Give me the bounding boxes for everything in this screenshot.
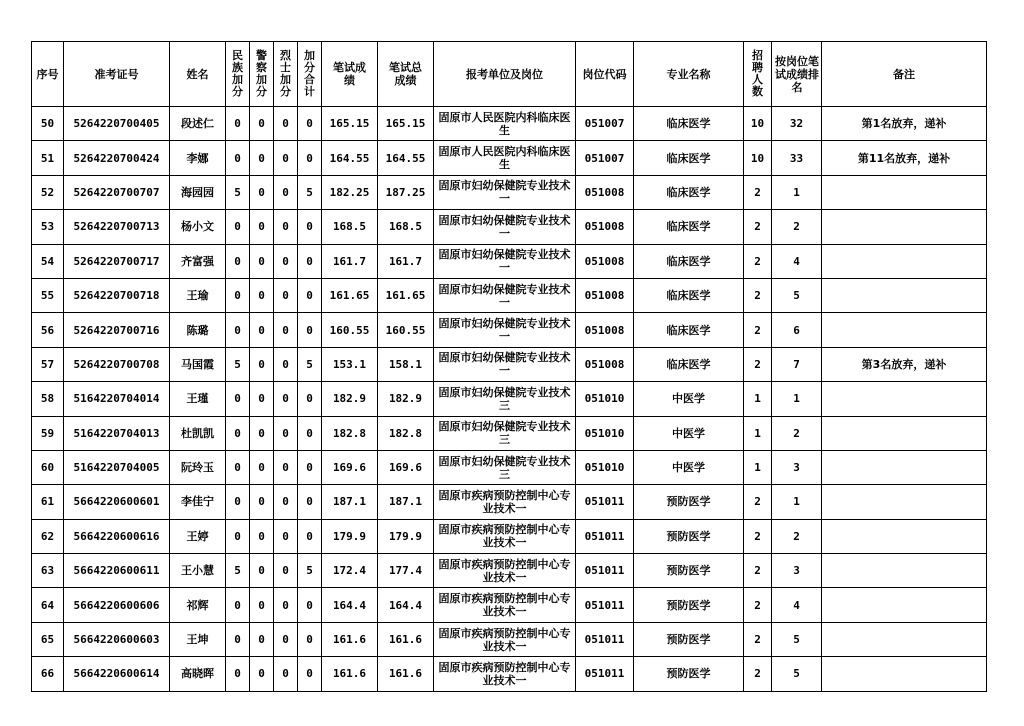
table-row xyxy=(32,175,987,209)
cell-position-code: 051008 xyxy=(576,175,634,209)
cell-remark xyxy=(822,622,987,656)
cell-bonus-total: 0 xyxy=(298,450,322,484)
cell-name: 李佳宁 xyxy=(170,485,226,519)
cell-major: 中医学 xyxy=(634,382,744,416)
cell-rank: 5 xyxy=(772,657,822,691)
table-row xyxy=(32,141,987,175)
cell-ethnic-bonus: 0 xyxy=(226,657,250,691)
cell-seq: 50 xyxy=(32,107,64,141)
header-quota-label: 招聘人数 xyxy=(752,49,763,98)
cell-quota: 2 xyxy=(744,210,772,244)
cell-bonus-total: 0 xyxy=(298,313,322,347)
cell-written-total: 160.55 xyxy=(378,313,434,347)
cell-quota: 2 xyxy=(744,657,772,691)
table-row xyxy=(32,210,987,244)
cell-rank: 32 xyxy=(772,107,822,141)
cell-major: 临床医学 xyxy=(634,347,744,381)
cell-written-total: 161.65 xyxy=(378,278,434,312)
header-rank xyxy=(772,42,822,107)
cell-name: 阮玲玉 xyxy=(170,450,226,484)
cell-unit-position: 固原市人民医院内科临床医生 xyxy=(434,107,576,141)
cell-name: 海园园 xyxy=(170,175,226,209)
cell-written-score: 161.7 xyxy=(322,244,378,278)
cell-remark xyxy=(822,450,987,484)
cell-unit-position: 固原市妇幼保健院专业技术三 xyxy=(434,416,576,450)
cell-martyr-bonus: 0 xyxy=(274,416,298,450)
cell-bonus-total: 5 xyxy=(298,175,322,209)
header-bonus-total-label: 加分合计 xyxy=(304,49,315,98)
cell-remark: 第3名放弃，递补 xyxy=(822,347,987,381)
cell-seq: 52 xyxy=(32,175,64,209)
cell-exam-id: 5264220700405 xyxy=(64,107,170,141)
cell-exam-id: 5664220600601 xyxy=(64,485,170,519)
table-row xyxy=(32,278,987,312)
header-martyr-bonus-label: 烈士加分 xyxy=(280,49,291,98)
cell-bonus-total: 0 xyxy=(298,485,322,519)
cell-ethnic-bonus: 0 xyxy=(226,244,250,278)
table-row xyxy=(32,588,987,622)
cell-written-total: 187.25 xyxy=(378,175,434,209)
cell-ethnic-bonus: 5 xyxy=(226,175,250,209)
cell-martyr-bonus: 0 xyxy=(274,485,298,519)
cell-remark xyxy=(822,244,987,278)
cell-remark xyxy=(822,175,987,209)
cell-written-total: 161.7 xyxy=(378,244,434,278)
cell-unit-position: 固原市妇幼保健院专业技术一 xyxy=(434,244,576,278)
cell-remark xyxy=(822,657,987,691)
cell-quota: 2 xyxy=(744,347,772,381)
cell-bonus-total: 0 xyxy=(298,622,322,656)
cell-bonus-total: 5 xyxy=(298,347,322,381)
cell-seq: 66 xyxy=(32,657,64,691)
cell-position-code: 051010 xyxy=(576,416,634,450)
cell-unit-position: 固原市疾病预防控制中心专业技术一 xyxy=(434,657,576,691)
cell-ethnic-bonus: 0 xyxy=(226,450,250,484)
cell-written-total: 179.9 xyxy=(378,519,434,553)
table-row xyxy=(32,554,987,588)
cell-police-bonus: 0 xyxy=(250,244,274,278)
cell-written-score: 182.8 xyxy=(322,416,378,450)
header-ethnic-bonus-label: 民族加分 xyxy=(232,49,243,98)
cell-position-code: 051010 xyxy=(576,450,634,484)
cell-written-score: 187.1 xyxy=(322,485,378,519)
cell-remark xyxy=(822,382,987,416)
cell-position-code: 051008 xyxy=(576,210,634,244)
cell-martyr-bonus: 0 xyxy=(274,107,298,141)
cell-name: 齐富强 xyxy=(170,244,226,278)
cell-position-code: 051008 xyxy=(576,278,634,312)
cell-written-total: 168.5 xyxy=(378,210,434,244)
cell-quota: 2 xyxy=(744,554,772,588)
cell-written-score: 172.4 xyxy=(322,554,378,588)
cell-bonus-total: 0 xyxy=(298,244,322,278)
cell-martyr-bonus: 0 xyxy=(274,450,298,484)
cell-rank: 2 xyxy=(772,416,822,450)
cell-martyr-bonus: 0 xyxy=(274,382,298,416)
cell-written-score: 165.15 xyxy=(322,107,378,141)
cell-exam-id: 5164220704014 xyxy=(64,382,170,416)
cell-written-score: 164.55 xyxy=(322,141,378,175)
cell-martyr-bonus: 0 xyxy=(274,554,298,588)
header-written-score-label: 笔试成绩 xyxy=(333,61,366,87)
cell-written-total: 164.4 xyxy=(378,588,434,622)
cell-written-total: 164.55 xyxy=(378,141,434,175)
cell-police-bonus: 0 xyxy=(250,416,274,450)
cell-written-score: 161.65 xyxy=(322,278,378,312)
cell-quota: 2 xyxy=(744,175,772,209)
cell-unit-position: 固原市妇幼保健院专业技术一 xyxy=(434,278,576,312)
cell-ethnic-bonus: 0 xyxy=(226,622,250,656)
table-row xyxy=(32,657,987,691)
cell-exam-id: 5664220600603 xyxy=(64,622,170,656)
cell-name: 王瑾 xyxy=(170,382,226,416)
cell-exam-id: 5264220700708 xyxy=(64,347,170,381)
cell-martyr-bonus: 0 xyxy=(274,141,298,175)
cell-name: 段述仁 xyxy=(170,107,226,141)
cell-martyr-bonus: 0 xyxy=(274,622,298,656)
cell-exam-id: 5264220700713 xyxy=(64,210,170,244)
cell-seq: 61 xyxy=(32,485,64,519)
cell-bonus-total: 0 xyxy=(298,519,322,553)
cell-written-score: 164.4 xyxy=(322,588,378,622)
cell-police-bonus: 0 xyxy=(250,107,274,141)
cell-written-score: 160.55 xyxy=(322,313,378,347)
cell-position-code: 051008 xyxy=(576,347,634,381)
header-rank-label: 按岗位笔试成绩排名 xyxy=(775,54,819,94)
cell-police-bonus: 0 xyxy=(250,278,274,312)
cell-quota: 1 xyxy=(744,450,772,484)
cell-position-code: 051011 xyxy=(576,622,634,656)
header-martyr-bonus xyxy=(274,42,298,107)
cell-ethnic-bonus: 0 xyxy=(226,588,250,622)
cell-quota: 1 xyxy=(744,416,772,450)
cell-martyr-bonus: 0 xyxy=(274,519,298,553)
cell-police-bonus: 0 xyxy=(250,588,274,622)
cell-major: 临床医学 xyxy=(634,175,744,209)
cell-remark: 第1名放弃，递补 xyxy=(822,107,987,141)
header-written-total-label: 笔试总成绩 xyxy=(389,61,422,87)
cell-rank: 1 xyxy=(772,175,822,209)
cell-remark: 第11名放弃，递补 xyxy=(822,141,987,175)
cell-name: 王坤 xyxy=(170,622,226,656)
cell-police-bonus: 0 xyxy=(250,313,274,347)
cell-seq: 64 xyxy=(32,588,64,622)
cell-name: 祁辉 xyxy=(170,588,226,622)
cell-written-total: 182.9 xyxy=(378,382,434,416)
cell-exam-id: 5264220700716 xyxy=(64,313,170,347)
cell-name: 王婷 xyxy=(170,519,226,553)
cell-position-code: 051011 xyxy=(576,519,634,553)
cell-rank: 2 xyxy=(772,210,822,244)
cell-major: 预防医学 xyxy=(634,657,744,691)
cell-ethnic-bonus: 5 xyxy=(226,347,250,381)
cell-quota: 2 xyxy=(744,485,772,519)
cell-rank: 33 xyxy=(772,141,822,175)
cell-martyr-bonus: 0 xyxy=(274,244,298,278)
cell-bonus-total: 0 xyxy=(298,588,322,622)
cell-seq: 60 xyxy=(32,450,64,484)
cell-ethnic-bonus: 0 xyxy=(226,278,250,312)
cell-rank: 4 xyxy=(772,244,822,278)
cell-position-code: 051008 xyxy=(576,313,634,347)
cell-quota: 2 xyxy=(744,278,772,312)
cell-rank: 1 xyxy=(772,485,822,519)
cell-martyr-bonus: 0 xyxy=(274,588,298,622)
cell-exam-id: 5164220704005 xyxy=(64,450,170,484)
header-seq: 序号 xyxy=(32,42,64,107)
cell-bonus-total: 0 xyxy=(298,141,322,175)
cell-seq: 55 xyxy=(32,278,64,312)
cell-ethnic-bonus: 0 xyxy=(226,416,250,450)
cell-martyr-bonus: 0 xyxy=(274,313,298,347)
cell-martyr-bonus: 0 xyxy=(274,278,298,312)
cell-rank: 5 xyxy=(772,622,822,656)
header-quota xyxy=(744,42,772,107)
cell-exam-id: 5164220704013 xyxy=(64,416,170,450)
cell-position-code: 051007 xyxy=(576,141,634,175)
cell-position-code: 051007 xyxy=(576,107,634,141)
cell-unit-position: 固原市疾病预防控制中心专业技术一 xyxy=(434,485,576,519)
cell-exam-id: 5664220600606 xyxy=(64,588,170,622)
cell-exam-id: 5664220600611 xyxy=(64,554,170,588)
header-position-code: 岗位代码 xyxy=(576,42,634,107)
cell-unit-position: 固原市妇幼保健院专业技术一 xyxy=(434,313,576,347)
cell-seq: 58 xyxy=(32,382,64,416)
cell-seq: 63 xyxy=(32,554,64,588)
cell-police-bonus: 0 xyxy=(250,450,274,484)
cell-position-code: 051011 xyxy=(576,554,634,588)
cell-rank: 1 xyxy=(772,382,822,416)
cell-major: 预防医学 xyxy=(634,519,744,553)
cell-exam-id: 5664220600614 xyxy=(64,657,170,691)
cell-martyr-bonus: 0 xyxy=(274,347,298,381)
cell-unit-position: 固原市妇幼保健院专业技术一 xyxy=(434,347,576,381)
cell-police-bonus: 0 xyxy=(250,485,274,519)
cell-major: 中医学 xyxy=(634,416,744,450)
cell-remark xyxy=(822,416,987,450)
cell-rank: 2 xyxy=(772,519,822,553)
cell-quota: 10 xyxy=(744,107,772,141)
table-row xyxy=(32,416,987,450)
cell-written-score: 168.5 xyxy=(322,210,378,244)
cell-bonus-total: 0 xyxy=(298,210,322,244)
header-bonus-total xyxy=(298,42,322,107)
cell-written-score: 153.1 xyxy=(322,347,378,381)
cell-written-score: 182.9 xyxy=(322,382,378,416)
cell-ethnic-bonus: 0 xyxy=(226,485,250,519)
cell-major: 预防医学 xyxy=(634,485,744,519)
header-police-bonus-label: 警察加分 xyxy=(256,49,267,98)
cell-exam-id: 5664220600616 xyxy=(64,519,170,553)
cell-police-bonus: 0 xyxy=(250,657,274,691)
cell-ethnic-bonus: 5 xyxy=(226,554,250,588)
cell-written-total: 177.4 xyxy=(378,554,434,588)
cell-major: 临床医学 xyxy=(634,141,744,175)
header-ethnic-bonus xyxy=(226,42,250,107)
cell-written-total: 161.6 xyxy=(378,657,434,691)
cell-unit-position: 固原市疾病预防控制中心专业技术一 xyxy=(434,622,576,656)
cell-unit-position: 固原市疾病预防控制中心专业技术一 xyxy=(434,554,576,588)
cell-police-bonus: 0 xyxy=(250,382,274,416)
cell-police-bonus: 0 xyxy=(250,554,274,588)
cell-seq: 53 xyxy=(32,210,64,244)
cell-martyr-bonus: 0 xyxy=(274,657,298,691)
cell-police-bonus: 0 xyxy=(250,210,274,244)
cell-quota: 2 xyxy=(744,622,772,656)
header-written-total xyxy=(378,42,434,107)
cell-police-bonus: 0 xyxy=(250,175,274,209)
cell-quota: 2 xyxy=(744,313,772,347)
cell-major: 中医学 xyxy=(634,450,744,484)
cell-martyr-bonus: 0 xyxy=(274,175,298,209)
table-row xyxy=(32,622,987,656)
cell-quota: 1 xyxy=(744,382,772,416)
cell-name: 陈璐 xyxy=(170,313,226,347)
cell-unit-position: 固原市妇幼保健院专业技术一 xyxy=(434,210,576,244)
cell-remark xyxy=(822,554,987,588)
table-row xyxy=(32,485,987,519)
header-police-bonus xyxy=(250,42,274,107)
cell-position-code: 051011 xyxy=(576,588,634,622)
cell-major: 临床医学 xyxy=(634,278,744,312)
header-unit-position: 报考单位及岗位 xyxy=(434,42,576,107)
cell-ethnic-bonus: 0 xyxy=(226,313,250,347)
cell-written-score: 169.6 xyxy=(322,450,378,484)
cell-seq: 65 xyxy=(32,622,64,656)
cell-police-bonus: 0 xyxy=(250,347,274,381)
cell-ethnic-bonus: 0 xyxy=(226,107,250,141)
cell-major: 临床医学 xyxy=(634,244,744,278)
cell-ethnic-bonus: 0 xyxy=(226,210,250,244)
cell-rank: 3 xyxy=(772,450,822,484)
cell-name: 王瑜 xyxy=(170,278,226,312)
table-row xyxy=(32,347,987,381)
cell-exam-id: 5264220700718 xyxy=(64,278,170,312)
cell-bonus-total: 0 xyxy=(298,657,322,691)
cell-bonus-total: 0 xyxy=(298,416,322,450)
cell-unit-position: 固原市人民医院内科临床医生 xyxy=(434,141,576,175)
cell-bonus-total: 0 xyxy=(298,382,322,416)
cell-quota: 2 xyxy=(744,588,772,622)
cell-ethnic-bonus: 0 xyxy=(226,382,250,416)
cell-position-code: 051008 xyxy=(576,244,634,278)
cell-police-bonus: 0 xyxy=(250,519,274,553)
table-body xyxy=(32,107,987,692)
cell-unit-position: 固原市妇幼保健院专业技术三 xyxy=(434,382,576,416)
cell-unit-position: 固原市疾病预防控制中心专业技术一 xyxy=(434,588,576,622)
table-row xyxy=(32,382,987,416)
cell-police-bonus: 0 xyxy=(250,622,274,656)
cell-rank: 6 xyxy=(772,313,822,347)
table-row xyxy=(32,313,987,347)
header-exam-id: 准考证号 xyxy=(64,42,170,107)
cell-ethnic-bonus: 0 xyxy=(226,519,250,553)
cell-police-bonus: 0 xyxy=(250,141,274,175)
cell-rank: 5 xyxy=(772,278,822,312)
cell-unit-position: 固原市疾病预防控制中心专业技术一 xyxy=(434,519,576,553)
cell-written-total: 182.8 xyxy=(378,416,434,450)
cell-written-total: 187.1 xyxy=(378,485,434,519)
cell-written-total: 161.6 xyxy=(378,622,434,656)
cell-ethnic-bonus: 0 xyxy=(226,141,250,175)
cell-remark xyxy=(822,519,987,553)
cell-position-code: 051010 xyxy=(576,382,634,416)
cell-major: 预防医学 xyxy=(634,588,744,622)
cell-written-score: 182.25 xyxy=(322,175,378,209)
header-row xyxy=(32,42,987,107)
cell-exam-id: 5264220700717 xyxy=(64,244,170,278)
cell-written-total: 169.6 xyxy=(378,450,434,484)
cell-written-score: 161.6 xyxy=(322,657,378,691)
cell-unit-position: 固原市妇幼保健院专业技术三 xyxy=(434,450,576,484)
cell-quota: 2 xyxy=(744,519,772,553)
cell-exam-id: 5264220700707 xyxy=(64,175,170,209)
table-row xyxy=(32,519,987,553)
cell-seq: 59 xyxy=(32,416,64,450)
cell-name: 马国霞 xyxy=(170,347,226,381)
cell-name: 李娜 xyxy=(170,141,226,175)
cell-written-total: 165.15 xyxy=(378,107,434,141)
header-written-score xyxy=(322,42,378,107)
cell-quota: 10 xyxy=(744,141,772,175)
cell-rank: 7 xyxy=(772,347,822,381)
cell-rank: 4 xyxy=(772,588,822,622)
cell-major: 临床医学 xyxy=(634,107,744,141)
cell-unit-position: 固原市妇幼保健院专业技术一 xyxy=(434,175,576,209)
cell-name: 高晓晖 xyxy=(170,657,226,691)
cell-major: 临床医学 xyxy=(634,313,744,347)
header-major: 专业名称 xyxy=(634,42,744,107)
header-name: 姓名 xyxy=(170,42,226,107)
table-row xyxy=(32,107,987,141)
cell-remark xyxy=(822,485,987,519)
table-row xyxy=(32,244,987,278)
cell-remark xyxy=(822,278,987,312)
cell-remark xyxy=(822,210,987,244)
header-remark: 备注 xyxy=(822,42,987,107)
cell-written-score: 179.9 xyxy=(322,519,378,553)
cell-remark xyxy=(822,588,987,622)
cell-rank: 3 xyxy=(772,554,822,588)
cell-position-code: 051011 xyxy=(576,485,634,519)
cell-written-total: 158.1 xyxy=(378,347,434,381)
cell-bonus-total: 5 xyxy=(298,554,322,588)
cell-major: 预防医学 xyxy=(634,622,744,656)
cell-name: 杜凯凯 xyxy=(170,416,226,450)
cell-seq: 51 xyxy=(32,141,64,175)
cell-seq: 62 xyxy=(32,519,64,553)
cell-name: 杨小文 xyxy=(170,210,226,244)
cell-position-code: 051011 xyxy=(576,657,634,691)
table-row xyxy=(32,450,987,484)
results-table xyxy=(31,41,987,692)
cell-major: 临床医学 xyxy=(634,210,744,244)
cell-seq: 56 xyxy=(32,313,64,347)
cell-seq: 54 xyxy=(32,244,64,278)
cell-remark xyxy=(822,313,987,347)
cell-martyr-bonus: 0 xyxy=(274,210,298,244)
cell-seq: 57 xyxy=(32,347,64,381)
cell-written-score: 161.6 xyxy=(322,622,378,656)
cell-quota: 2 xyxy=(744,244,772,278)
cell-bonus-total: 0 xyxy=(298,107,322,141)
cell-bonus-total: 0 xyxy=(298,278,322,312)
cell-exam-id: 5264220700424 xyxy=(64,141,170,175)
cell-name: 王小慧 xyxy=(170,554,226,588)
cell-major: 预防医学 xyxy=(634,554,744,588)
